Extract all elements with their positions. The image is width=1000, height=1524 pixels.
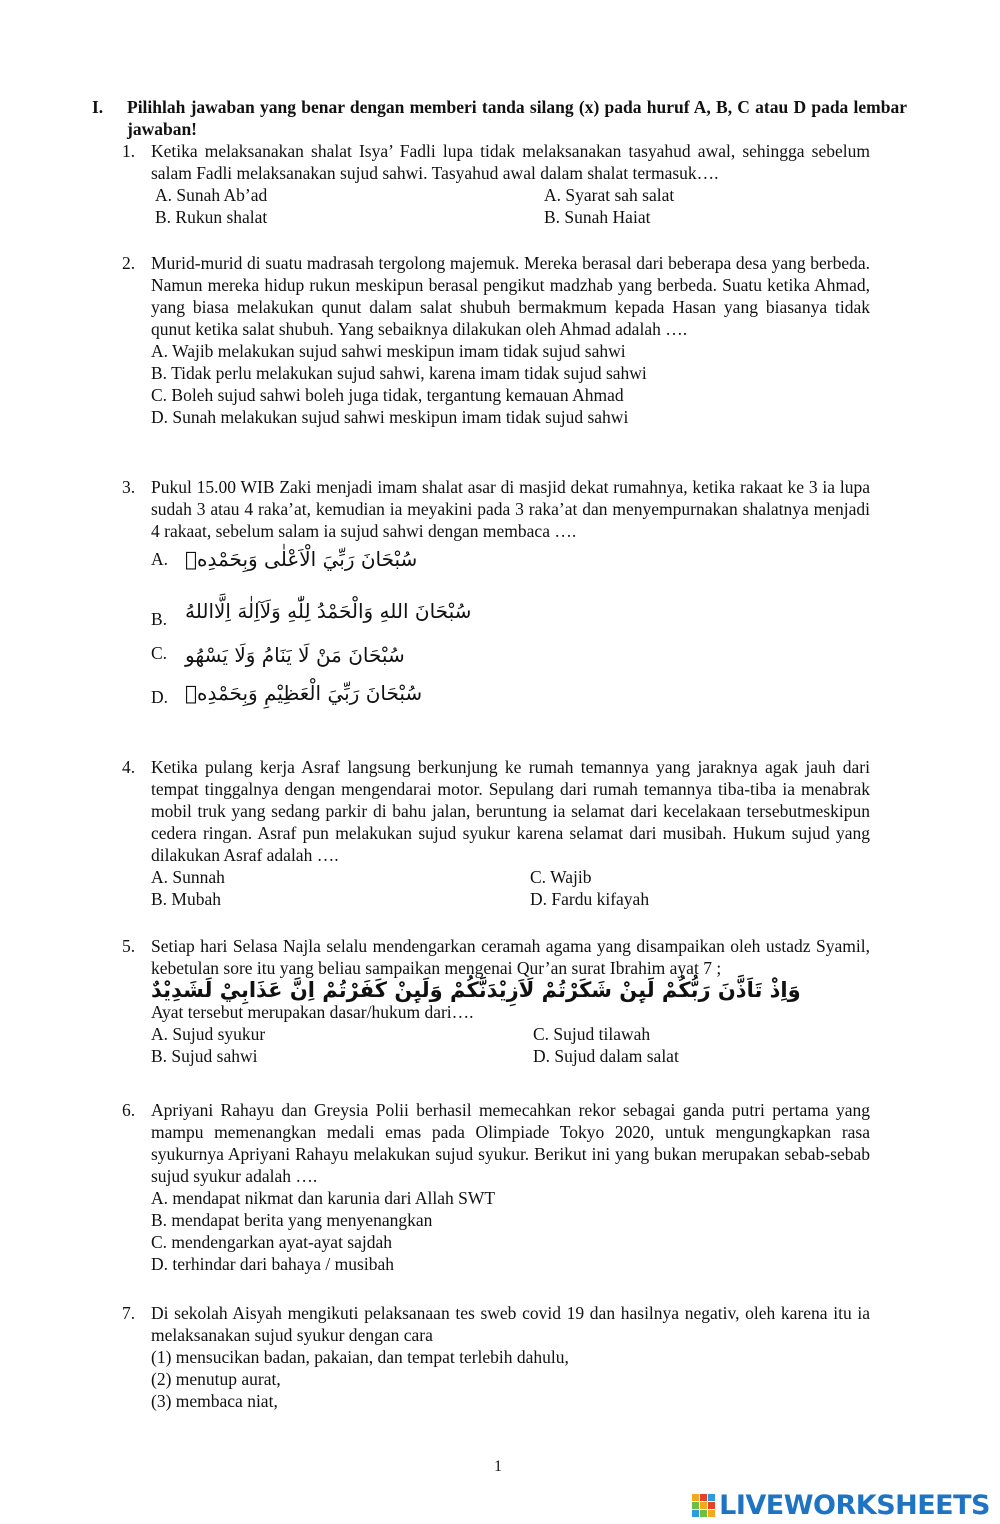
answer-options <box>151 340 870 428</box>
brand-name: LIVEWORKSHEETS <box>719 1489 990 1521</box>
answer-options <box>151 184 870 228</box>
answer-options <box>151 1023 870 1067</box>
question-stem: Ketika melaksanakan shalat Isya’ Fadli lupa tidak melaksanakan tasyahud awal, sehingga sebelum salam Fadli melaksanakan sujud sahwi. Tasyahud awal dalam shalat termasuk…. <box>151 141 870 183</box>
question-5 <box>122 935 870 1067</box>
section-numeral: I. <box>92 97 104 117</box>
option-d[interactable]: D. Sujud dalam salat <box>533 1046 679 1066</box>
arabic-text: سُبْحَانَ رَبِّيَ الْاَعْلٰى وَبِحَمْدِهٖ <box>185 547 418 571</box>
option-c[interactable]: C. Sujud tilawah <box>533 1024 651 1044</box>
logo-grid-icon <box>692 1494 715 1517</box>
option-a[interactable]: A. Wajib melakukan sujud sahwi meskipun imam tidak sujud sahwi <box>151 341 626 361</box>
question-stem-2: Ayat tersebut merupakan dasar/hukum dari…. <box>151 1002 474 1022</box>
answer-options <box>151 1187 870 1275</box>
answer-options <box>151 866 870 910</box>
question-number: 6. <box>122 1100 136 1120</box>
option-label: B. <box>151 609 168 629</box>
question-number: 5. <box>122 936 136 956</box>
option-b[interactable]: B. Tidak perlu melakukan sujud sahwi, karena imam tidak sujud sahwi <box>151 363 647 383</box>
question-stem: Apriyani Rahayu dan Greysia Polii berhasil memecahkan rekor sebagai ganda putri pertama yang mampu memenangkan medali emas pada Olimpiade Tokyo 2020, untuk mengungkapkan rasa syukurnya Apriyani Rahayu melakukan sujud syukur. Berikut ini yang bukan merupakan sebab-sebab sujud syukur adalah …. <box>151 1100 870 1186</box>
question-3 <box>122 476 870 722</box>
question-stem: Ketika pulang kerja Asraf langsung berkunjung ke rumah temannya yang jaraknya agak jauh dari tempat tinggalnya dengan mengendarai motor. Sepulang dari rumah temannya tiba-tiba ia menabrak mobil truk yang sedang parkir di bahu jalan, beruntung ia selamat dari kecelakaan tersebutmeskipun cedera ringan. Asraf pun melakukan sujud syukur karena selamat dari musibah. Hukum sujud yang dilakukan Asraf adalah …. <box>151 757 870 865</box>
option-d[interactable]: D. Fardu kifayah <box>530 889 650 909</box>
option-b[interactable]: B. Rukun shalat <box>155 207 268 227</box>
answer-options <box>151 542 870 722</box>
arabic-text: سُبْحَانَ رَبِّيَ الْعَظِيْمِ وَبِحَمْدِهٖ <box>185 681 423 705</box>
option-b[interactable]: B. mendapat berita yang menyenangkan <box>151 1210 433 1230</box>
option-a-2[interactable]: A. Syarat sah salat <box>544 185 675 205</box>
option-c[interactable]: C. Boleh sujud sahwi boleh juga tidak, tergantung kemauan Ahmad <box>151 385 624 405</box>
option-d[interactable]: D. terhindar dari bahaya / musibah <box>151 1254 394 1274</box>
statement-1: (1) mensucikan badan, pakaian, dan tempat terlebih dahulu, <box>151 1347 569 1367</box>
question-2 <box>122 252 870 428</box>
instruction-text: Pilihlah jawaban yang benar dengan memberi tanda silang (x) pada huruf A, B, C atau D pada lembar jawaban! <box>127 97 907 139</box>
question-7 <box>122 1302 870 1412</box>
option-b[interactable]: B. Sujud sahwi <box>151 1046 258 1066</box>
option-a[interactable]: A. Sujud syukur <box>151 1024 266 1044</box>
question-1 <box>122 140 870 228</box>
option-a[interactable]: A. mendapat nikmat dan karunia dari Allah SWT <box>151 1188 496 1208</box>
option-b-2[interactable]: B. Sunah Haiat <box>544 207 651 227</box>
question-stem: Di sekolah Aisyah mengikuti pelaksanaan tes sweb covid 19 dan hasilnya negativ, oleh karena itu ia melaksanakan sujud syukur dengan cara <box>151 1303 870 1345</box>
option-label: D. <box>151 687 169 707</box>
question-number: 7. <box>122 1303 136 1323</box>
question-number: 3. <box>122 477 136 497</box>
section-instruction <box>92 96 907 140</box>
option-c[interactable] <box>151 638 870 682</box>
question-stem: Murid-murid di suatu madrasah tergolong majemuk. Mereka berasal dari beberapa desa yang berbeda. Namun mereka hidup rukun meskipun berasal pengikut madzhab yang berbeda. Suatu ketika Ahmad, yang biasa melakukan qunut dalam salat shubuh bermakmum kepada Hasan yang biasanya tidak qunut ketika salat shubuh. Yang sebaiknya dilakukan oleh Ahmad adalah …. <box>151 253 870 339</box>
option-a[interactable]: A. Sunah Ab’ad <box>155 185 268 205</box>
question-4 <box>122 756 870 910</box>
statement-list <box>151 1346 870 1412</box>
statement-3: (3) membaca niat, <box>151 1391 278 1411</box>
statement-2: (2) menutup aurat, <box>151 1369 281 1389</box>
option-a[interactable]: A. Sunnah <box>151 867 225 887</box>
page-number: 1 <box>494 1458 502 1475</box>
option-d[interactable] <box>151 682 870 722</box>
question-stem: Pukul 15.00 WIB Zaki menjadi imam shalat asar di masjid dekat rumahnya, ketika rakaat ke 3 ia lupa sudah 3 atau 4 raka’at, kemudian ia meyakini pada 3 raka’at dan menyempurnakan shalatnya menjadi 4 rakaat, sebelum salam ia sujud sahwi dengan membaca …. <box>151 477 870 541</box>
option-label: A. <box>151 549 169 569</box>
arabic-text: سُبْحَانَ مَنْ لَا يَنَامُ وَلَا يَسْهُو <box>185 643 405 667</box>
option-label: C. <box>151 643 168 663</box>
quran-verse: وَاِذْ تَاَذَّنَ رَبُّكُمْ لَىِٕنْ شَكَرْتُمْ لَاَزِيْدَنَّكُمْ وَلَىِٕنْ كَفَرْتُمْ اِنَّ عَذَابِيْ لَشَدِيْدٌ <box>151 978 801 1002</box>
question-number: 2. <box>122 253 136 273</box>
option-b[interactable] <box>151 592 870 638</box>
option-a[interactable] <box>151 542 870 592</box>
option-b[interactable]: B. Mubah <box>151 889 221 909</box>
question-number: 1. <box>122 141 136 161</box>
option-c[interactable]: C. mendengarkan ayat-ayat sajdah <box>151 1232 393 1252</box>
option-d[interactable]: D. Sunah melakukan sujud sahwi meskipun imam tidak sujud sahwi <box>151 407 629 427</box>
question-6 <box>122 1099 870 1275</box>
question-number: 4. <box>122 757 136 777</box>
arabic-text: سُبْحَانَ اللهِ وَالْحَمْدُ لِلّٰهِ وَلَآاِلٰهَ اِلَّااللهُ <box>185 599 472 623</box>
option-c[interactable]: C. Wajib <box>530 867 592 887</box>
liveworksheets-logo[interactable] <box>692 1489 990 1521</box>
question-stem: Setiap hari Selasa Najla selalu mendengarkan ceramah agama yang disampaikan oleh ustadz Syamil, kebetulan sore itu yang beliau sampaikan mengenai Qur’an surat Ibrahim ayat 7 ; <box>151 936 870 978</box>
